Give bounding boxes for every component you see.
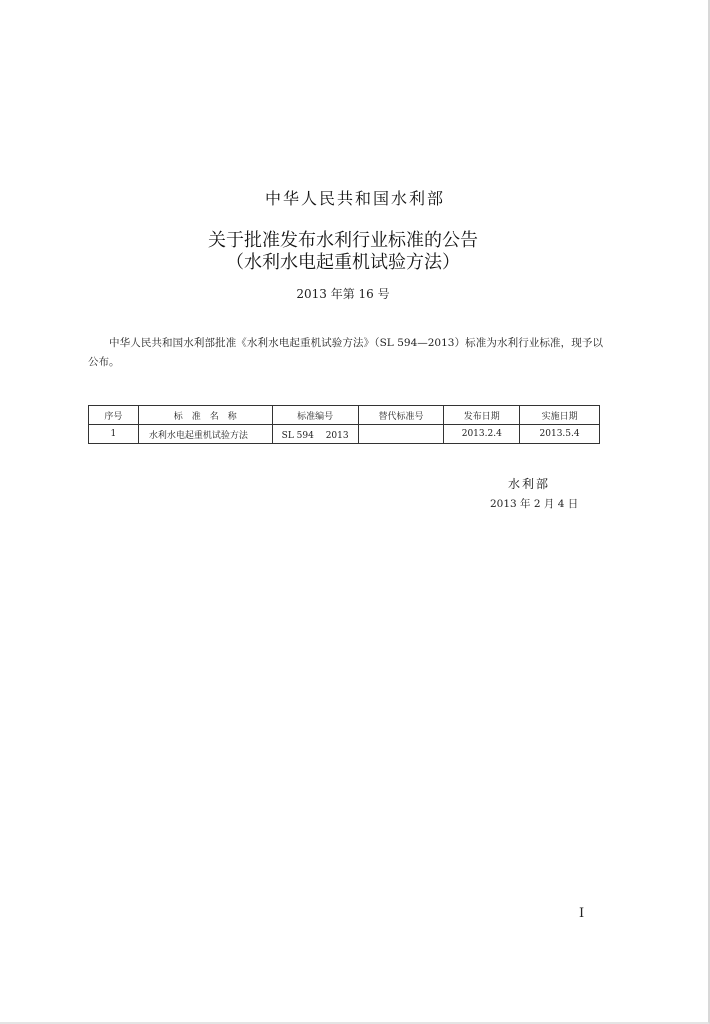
header-standard-number: 标准编号 bbox=[272, 406, 358, 425]
announcement-title: 关于批准发布水利行业标准的公告 bbox=[208, 230, 478, 251]
issuer-heading: 中华人民共和国水利部 bbox=[264, 189, 445, 208]
standards-table bbox=[88, 405, 600, 444]
header-effective-date: 实施日期 bbox=[520, 406, 600, 425]
signature-date: 2013 年 2 月 4 日 bbox=[490, 498, 579, 510]
header-standard-name: 标 准 名 称 bbox=[138, 406, 272, 425]
cell-standard-name: 水利水电起重机试验方法 bbox=[138, 425, 272, 444]
announcement-body: 中华人民共和国水利部批准《水利水电起重机试验方法》（SL 594—2013）标准为水利行业标准，现予以公布。 bbox=[88, 337, 603, 368]
cell-index: 1 bbox=[89, 425, 139, 444]
header-publish-date: 发布日期 bbox=[444, 406, 520, 425]
cell-effective-date: 2013.5.4 bbox=[520, 425, 600, 444]
announcement-subtitle: （水利水电起重机试验方法） bbox=[226, 252, 460, 273]
signer-name: 水利部 bbox=[508, 477, 551, 491]
page-number: I bbox=[579, 906, 585, 921]
header-index: 序号 bbox=[89, 406, 139, 425]
table-row bbox=[89, 425, 600, 444]
document-number: 2013 年第 16 号 bbox=[296, 287, 390, 301]
header-replaced-standard: 替代标准号 bbox=[358, 406, 444, 425]
cell-replaced-standard bbox=[358, 425, 444, 444]
cell-publish-date: 2013.2.4 bbox=[444, 425, 520, 444]
table-header-row bbox=[89, 406, 600, 425]
cell-standard-number: SL 594 2013 bbox=[272, 425, 358, 444]
